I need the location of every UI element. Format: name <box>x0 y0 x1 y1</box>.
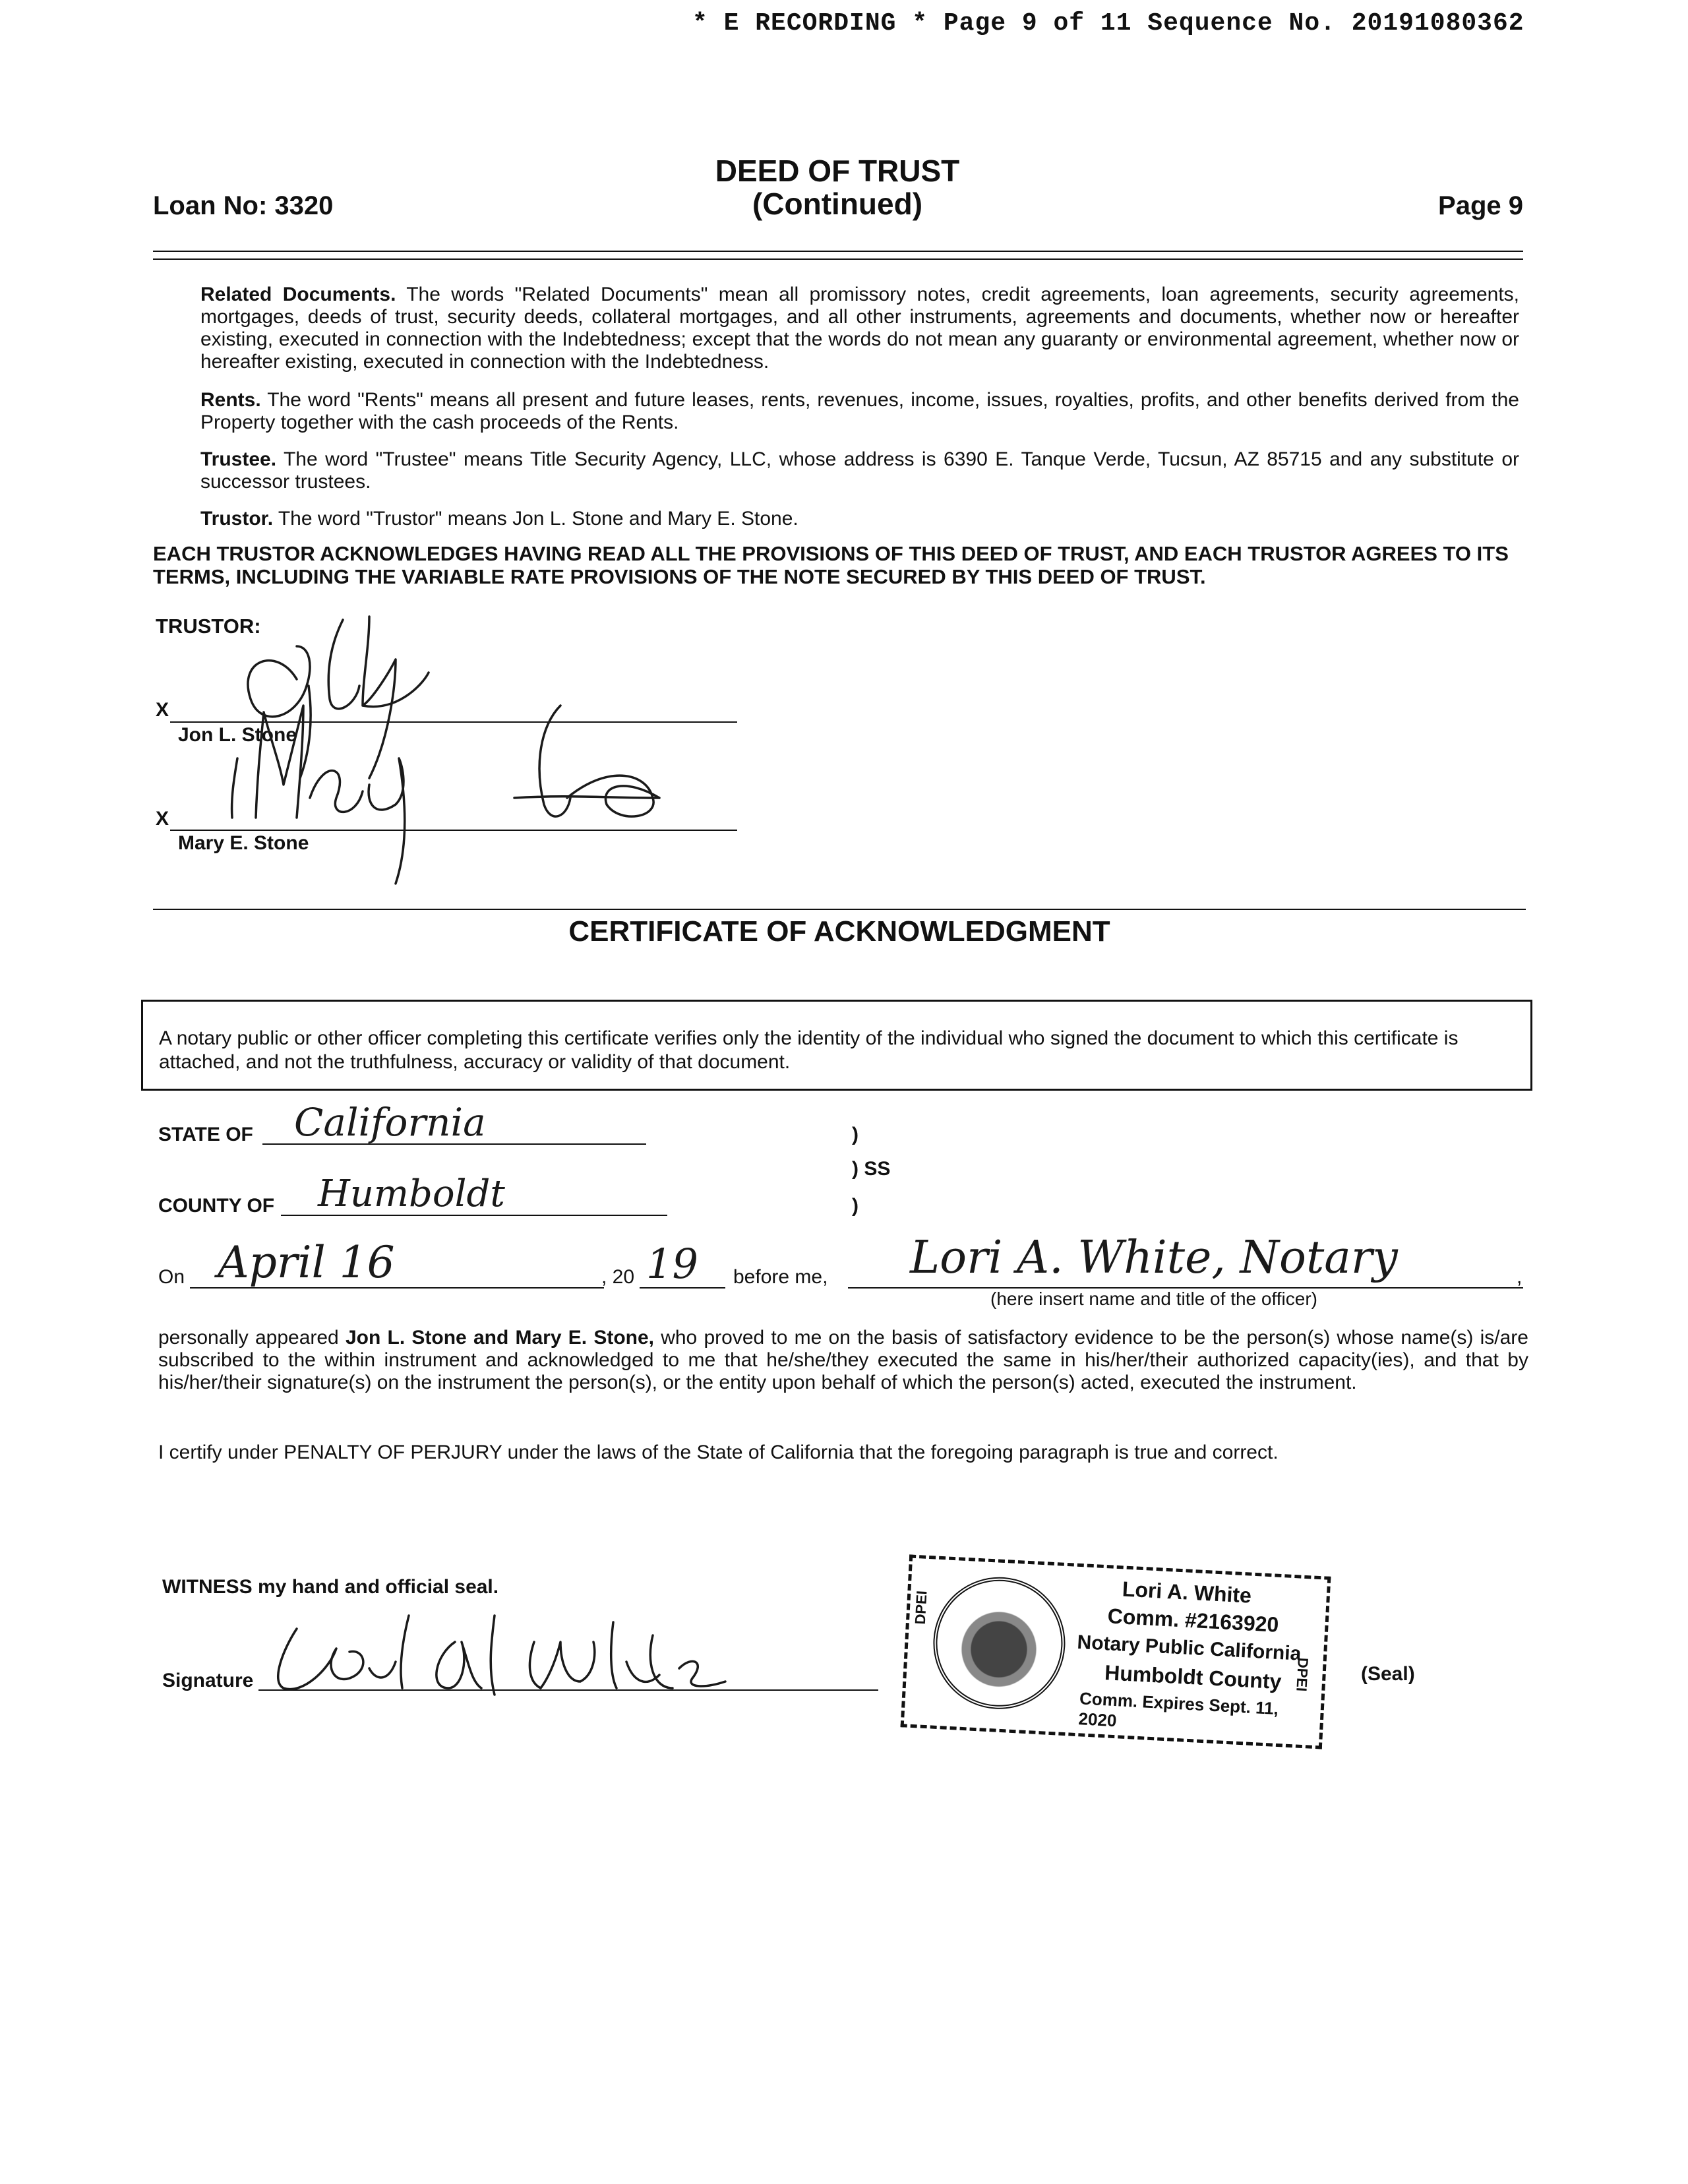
stamp-name: Lori A. White <box>1122 1577 1252 1608</box>
stamp-title: Notary Public California <box>1076 1631 1302 1665</box>
before-me-label: before me, <box>733 1266 828 1288</box>
notary-stamp <box>901 1554 1331 1749</box>
certificate-title: CERTIFICATE OF ACKNOWLEDGMENT <box>568 915 1110 948</box>
on-label: On <box>158 1266 185 1288</box>
term-rents: Rents. <box>200 389 261 411</box>
notary-signature-image <box>257 1589 732 1714</box>
page-number: Page 9 <box>1438 191 1523 220</box>
county-value: Humboldt <box>318 1172 505 1215</box>
appeared-names: Jon L. Stone and Mary E. Stone, <box>345 1327 654 1349</box>
stamp-side-left: DPEI <box>911 1590 930 1625</box>
witness-statement: WITNESS my hand and official seal. <box>162 1576 499 1598</box>
notary-notice-box <box>141 1000 1532 1091</box>
definition-trustor <box>200 508 1519 530</box>
trustor-label: TRUSTOR: <box>156 615 261 638</box>
x-mark-2: X <box>156 808 169 830</box>
stamp-county: Humboldt County <box>1104 1660 1282 1694</box>
text-related-documents: The words "Related Documents" mean all promissory notes, credit agreements, loan agreements, security agreements, mortgages, deeds of trust, security deeds, collateral mortgages, and all other instruments, agreements and documents, whether now or hereafter existing, executed in connection with the Indebtedness; except that the words do not mean any guaranty or environmental agreement, whether now or hereafter existing, executed in connection with the Indebtedness. <box>200 284 1520 373</box>
text-trustor: The word "Trustor" means Jon L. Stone and Mary E. Stone. <box>278 508 799 530</box>
definition-related-documents <box>200 284 1519 373</box>
date-value: April 16 <box>218 1237 395 1288</box>
title-rule-top <box>153 251 1523 252</box>
county-paren: ) <box>852 1195 859 1217</box>
text-rents: The word "Rents" means all present and future leases, rents, revenues, income, issues, royalties, profits, and other benefits derived from the Property together with the cash proceeds of the Rents. <box>200 389 1519 433</box>
appeared-text: who proved to me on the basis of satisfactory evidence to be the person(s) whose name(s) is/are subscribed to the within instrument and acknowledged to me that he/she/they executed the same in his/her/their authorized capacity(ies), and that by his/her/their signature(s) on the instrument the person(s), or the entity upon behalf of which the person(s) acted, executed the instrument. <box>158 1327 1528 1393</box>
document-subtitle: (Continued) <box>752 187 923 221</box>
x-mark-1: X <box>156 699 169 721</box>
term-related-documents: Related Documents. <box>200 284 396 305</box>
seal-label: (Seal) <box>1361 1663 1415 1685</box>
stamp-commission: Comm. #2163920 <box>1106 1604 1280 1637</box>
term-trustee: Trustee. <box>200 448 277 470</box>
certificate-rule <box>153 909 1526 910</box>
trustor-acknowledgment: EACH TRUSTOR ACKNOWLEDGES HAVING READ ALL THE PROVISIONS OF THIS DEED OF TRUST, AND EACH TRUSTOR AGREES TO ITS TERMS, INCLUDING THE VARIABLE RATE PROVISIONS OF THE NOTE SECURED BY THIS DEED OF TRUST. <box>153 542 1509 588</box>
loan-number: Loan No: 3320 <box>153 191 334 220</box>
document-title: DEED OF TRUST <box>715 154 960 188</box>
state-paren: ) <box>852 1124 859 1145</box>
signer-name-1: Jon L. Stone <box>178 724 297 746</box>
notary-notice-text: A notary public or other officer completing this certificate verifies only the identity of the individual who signed the document to which this certificate is attached, and not the truthfulness, accuracy or validity of that document. <box>159 1027 1459 1073</box>
perjury-statement: I certify under PENALTY OF PERJURY under the laws of the State of California that the foregoing paragraph is true and correct. <box>158 1441 1279 1463</box>
appeared-lead: personally appeared <box>158 1327 339 1349</box>
officer-trailing-comma: , <box>1517 1266 1522 1288</box>
definition-rents <box>200 389 1519 434</box>
recording-header: * E RECORDING * Page 9 of 11 Sequence No. 20191080362 <box>692 9 1524 38</box>
mary-stone-signature <box>232 706 659 884</box>
officer-hint: (here insert name and title of the officer) <box>990 1289 1317 1309</box>
notary-seal-emblem <box>930 1574 1068 1713</box>
title-rule-bottom <box>153 258 1523 260</box>
personally-appeared-paragraph <box>158 1327 1528 1394</box>
text-trustee: The word "Trustee" means Title Security Agency, LLC, whose address is 6390 E. Tanque Verde, Tucsun, AZ 85715 and any substitute or successor trustees. <box>200 448 1520 493</box>
state-value: California <box>294 1100 486 1145</box>
county-label: COUNTY OF <box>158 1195 275 1217</box>
year-value: 19 <box>646 1240 698 1288</box>
officer-value: Lori A. White, Notary <box>910 1232 1398 1284</box>
stamp-expires: Comm. Expires Sept. 11, 2020 <box>1077 1688 1279 1731</box>
trustor-signatures-image <box>198 607 725 897</box>
signer-name-2: Mary E. Stone <box>178 832 309 854</box>
year-prefix: , 20 <box>601 1266 635 1288</box>
definition-trustee <box>200 448 1519 493</box>
ss-label: ) SS <box>852 1158 891 1180</box>
state-label: STATE OF <box>158 1124 253 1145</box>
stamp-side-right: DPEI <box>1293 1657 1311 1692</box>
term-trustor: Trustor. <box>200 508 274 530</box>
signature-label: Signature <box>162 1670 254 1691</box>
